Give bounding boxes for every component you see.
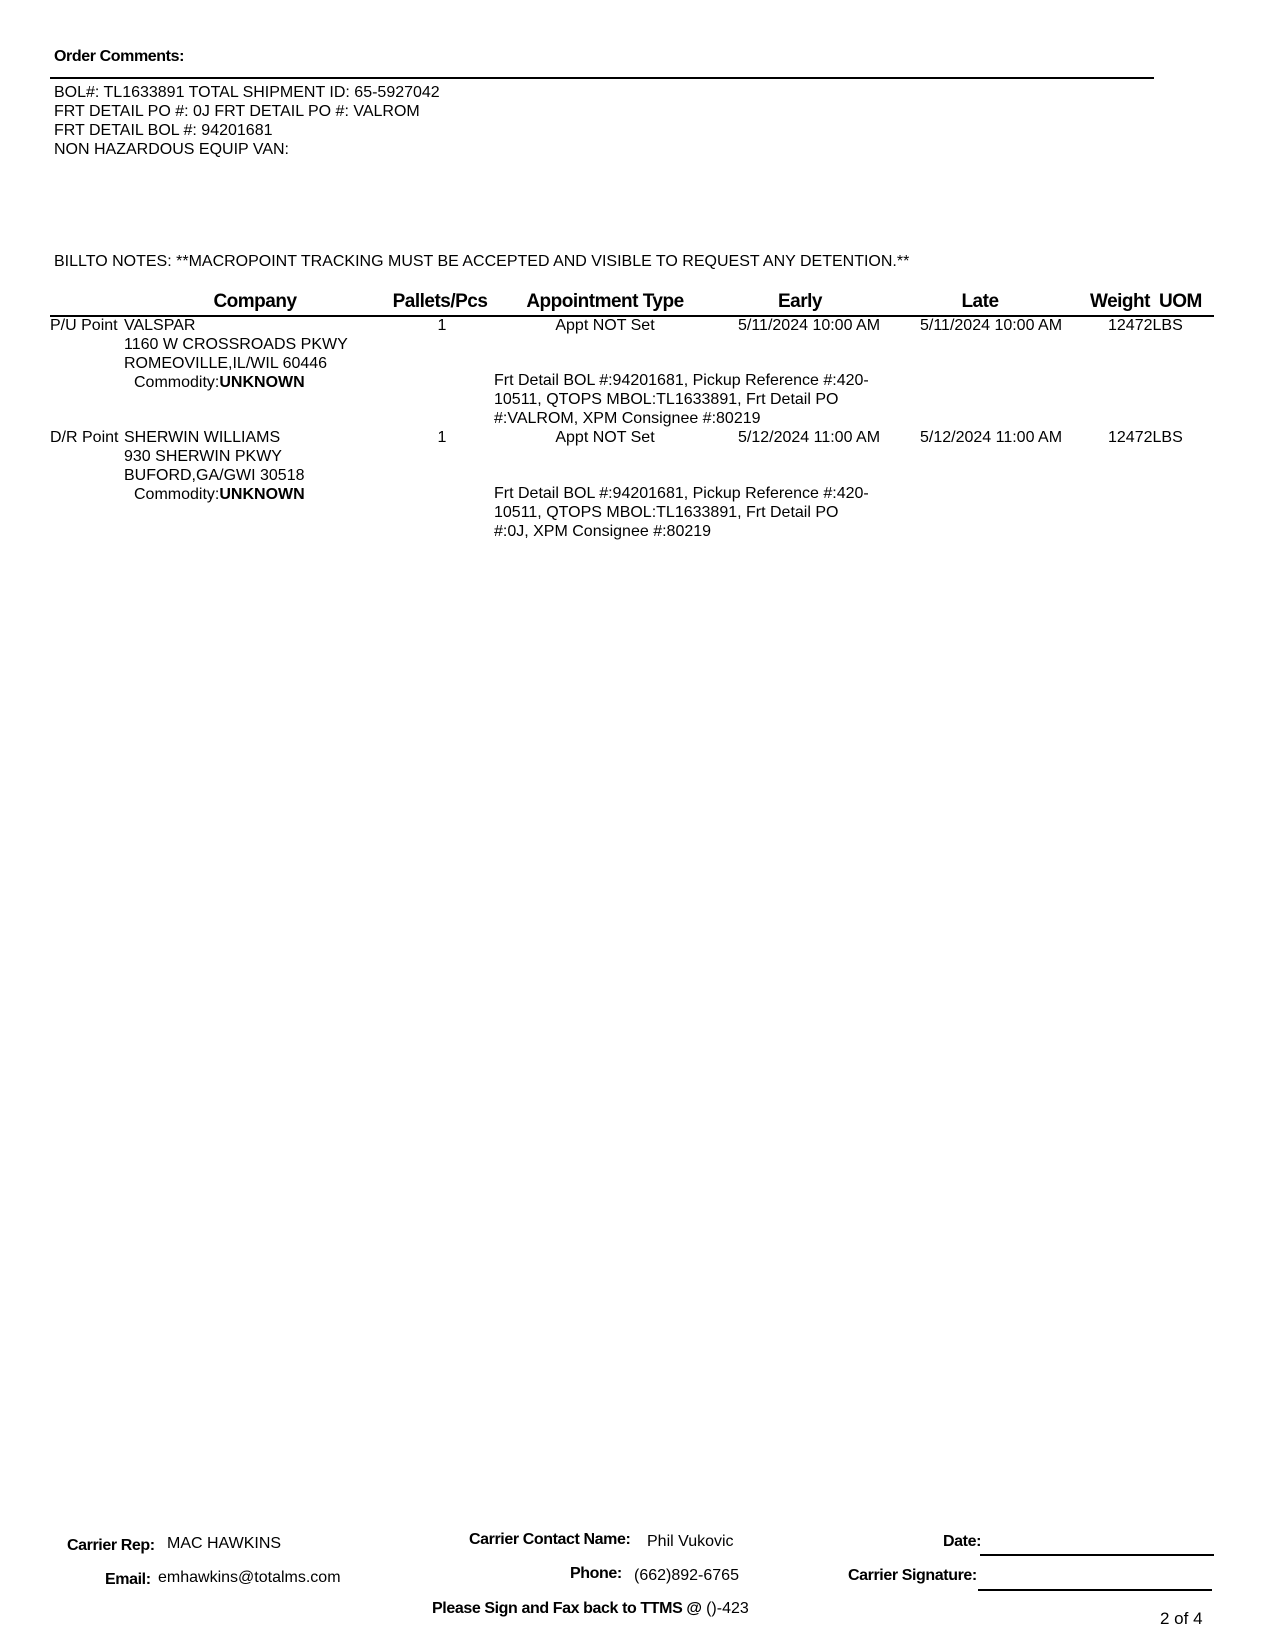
stop-commodity [134,374,305,392]
fax-number: ()-423 [706,1600,749,1617]
date-line[interactable] [980,1554,1214,1556]
order-comments-heading: Order Comments: [54,48,185,65]
stop-address-line: 930 SHERWIN PKWY [124,448,282,465]
order-comment-line: NON HAZARDOUS EQUIP VAN: [54,141,289,158]
order-comment-line: BOL#: TL1633891 TOTAL SHIPMENT ID: 65-5927042 [54,84,440,101]
email-value: emhawkins@totalms.com [158,1569,341,1586]
stop-weight: 12472LBS [1108,317,1183,334]
fax-note [432,1600,749,1618]
stop-reference-line: Frt Detail BOL #:94201681, Pickup Reference #:420- [494,372,869,389]
carrier-signature-label: Carrier Signature: [848,1567,977,1584]
carrier-rep-label: Carrier Rep: [67,1537,155,1554]
stop-address-line: ROMEOVILLE,IL/WIL 60446 [124,355,328,372]
stop-pallets: 1 [437,317,447,334]
billto-notes: BILLTO NOTES: **MACROPOINT TRACKING MUST BE ACCEPTED AND VISIBLE TO REQUEST ANY DETENTION.** [54,253,910,270]
stop-reference-line: #:0J, XPM Consignee #:80219 [494,523,712,540]
stop-weight: 12472LBS [1108,429,1183,446]
stop-late: 5/12/2024 11:00 AM [920,429,1063,446]
stop-early: 5/11/2024 10:00 AM [738,317,881,334]
commodity-label: Commodity: [134,374,220,391]
stop-appointment-type: Appt NOT Set [555,429,655,446]
header-late: Late [961,291,999,312]
stop-commodity [134,486,305,504]
header-weight: Weight [1090,291,1150,312]
stop-company: VALSPAR [124,317,196,334]
stop-point-label: D/R Point [50,429,119,446]
stop-pallets: 1 [437,429,447,446]
stop-reference-line: #:VALROM, XPM Consignee #:80219 [494,410,761,427]
header-pallets: Pallets/Pcs [392,291,488,312]
carrier-contact-name-label: Carrier Contact Name: [469,1531,631,1548]
header-early: Early [778,291,822,312]
stop-address-line: 1160 W CROSSROADS PKWY [124,336,348,353]
phone-value: (662)892-6765 [634,1567,739,1584]
fax-note-label: Please Sign and Fax back to TTMS @ [432,1600,702,1617]
stop-early: 5/12/2024 11:00 AM [738,429,881,446]
stop-reference-line: 10511, QTOPS MBOL:TL1633891, Frt Detail PO [494,504,839,521]
carrier-contact-name-value: Phil Vukovic [647,1533,734,1550]
page-number: 2 of 4 [1160,1609,1203,1628]
stop-late: 5/11/2024 10:00 AM [920,317,1063,334]
phone-label: Phone: [570,1565,622,1582]
signature-line[interactable] [978,1589,1212,1591]
carrier-rep-value: MAC HAWKINS [167,1535,282,1552]
commodity-value: UNKNOWN [219,374,305,391]
stop-point-label: P/U Point [50,317,118,334]
commodity-label: Commodity: [134,486,220,503]
header-company: Company [213,291,297,312]
order-comments-divider [50,77,1154,79]
date-label: Date: [943,1533,982,1550]
stop-address-line: BUFORD,GA/GWI 30518 [124,467,305,484]
header-appointment-type: Appointment Type [526,291,684,312]
stop-reference-line: Frt Detail BOL #:94201681, Pickup Reference #:420- [494,485,869,502]
order-comment-line: FRT DETAIL BOL #: 94201681 [54,122,273,139]
email-label: Email: [105,1571,151,1588]
stop-appointment-type: Appt NOT Set [555,317,655,334]
stop-reference-line: 10511, QTOPS MBOL:TL1633891, Frt Detail PO [494,391,839,408]
order-comment-line: FRT DETAIL PO #: 0J FRT DETAIL PO #: VALROM [54,103,420,120]
header-uom: UOM [1159,291,1202,312]
stop-company: SHERWIN WILLIAMS [124,429,281,446]
commodity-value: UNKNOWN [219,486,305,503]
